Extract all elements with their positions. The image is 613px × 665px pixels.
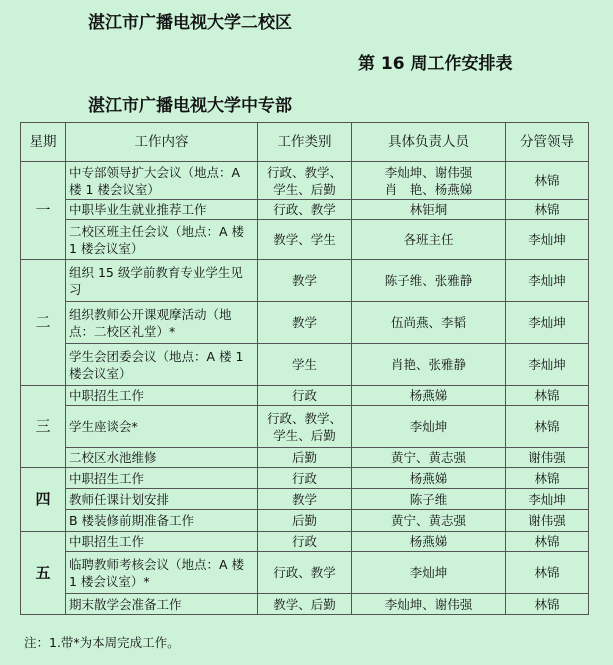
heading-week-schedule: 第 16 周工作安排表 (358, 54, 513, 74)
staff-cell: 陈子维 (352, 489, 506, 510)
leader-cell: 李灿坤 (506, 260, 589, 302)
leader-cell: 谢伟强 (506, 448, 589, 468)
category-cell: 教学、学生 (258, 220, 352, 260)
schedule-table (20, 122, 589, 615)
leader-cell: 林锦 (506, 200, 589, 220)
leader-cell: 林锦 (506, 468, 589, 489)
category-cell: 行政 (258, 386, 352, 406)
leader-cell: 李灿坤 (506, 344, 589, 386)
category-cell: 学生 (258, 344, 352, 386)
staff-cell: 各班主任 (352, 220, 506, 260)
leader-cell: 林锦 (506, 594, 589, 615)
staff-cell: 李灿坤、谢伟强 (352, 594, 506, 615)
task-cell: 中职招生工作 (66, 468, 258, 489)
table-row (21, 344, 589, 386)
category-cell: 教学 (258, 260, 352, 302)
table-row (21, 302, 589, 344)
leader-cell: 李灿坤 (506, 489, 589, 510)
task-cell: 中职毕业生就业推荐工作 (66, 200, 258, 220)
category-cell: 教学 (258, 489, 352, 510)
staff-cell: 陈子维、张雅静 (352, 260, 506, 302)
task-cell: 组织教师公开课观摩活动（地点：二校区礼堂）* (66, 302, 258, 344)
weekday-cell: 三 (21, 386, 66, 468)
heading-campus: 湛江市广播电视大学二校区 (88, 13, 292, 33)
staff-cell: 杨燕娣 (352, 532, 506, 552)
weekday-cell: 五 (21, 532, 66, 615)
task-cell: 组织 15 级学前教育专业学生见习 (66, 260, 258, 302)
staff-cell: 李灿坤 (352, 406, 506, 448)
table-header-row (21, 123, 589, 162)
table-row (21, 532, 589, 552)
task-cell: 期末散学会准备工作 (66, 594, 258, 615)
task-cell: 教师任课计划安排 (66, 489, 258, 510)
category-cell: 行政 (258, 468, 352, 489)
table-row (21, 448, 589, 468)
category-cell: 行政、教学 (258, 552, 352, 594)
leader-cell: 李灿坤 (506, 302, 589, 344)
staff-cell: 伍尚燕、李韬 (352, 302, 506, 344)
leader-cell: 林锦 (506, 386, 589, 406)
task-cell: 中职招生工作 (66, 386, 258, 406)
header-weekday: 星期 (21, 123, 66, 162)
task-cell: 临聘教师考核会议（地点：A 楼 1 楼会议室）* (66, 552, 258, 594)
table-row (21, 552, 589, 594)
leader-cell: 林锦 (506, 532, 589, 552)
task-cell: 中专部领导扩大会议（地点：A 楼 1 楼会议室） (66, 162, 258, 200)
task-cell: 中职招生工作 (66, 532, 258, 552)
header-category: 工作类别 (258, 123, 352, 162)
staff-cell: 杨燕娣 (352, 386, 506, 406)
task-cell: 二校区班主任会议（地点：A 楼 1 楼会议室） (66, 220, 258, 260)
table-row (21, 260, 589, 302)
leader-cell: 李灿坤 (506, 220, 589, 260)
heading-department: 湛江市广播电视大学中专部 (88, 96, 292, 116)
table-row (21, 220, 589, 260)
category-cell: 教学 (258, 302, 352, 344)
category-cell (258, 406, 352, 448)
staff-cell: 黄宁、黄志强 (352, 448, 506, 468)
header-staff: 具体负责人员 (352, 123, 506, 162)
table-row (21, 406, 589, 448)
category-cell: 教学、后勤 (258, 594, 352, 615)
staff-cell: 李灿坤 (352, 552, 506, 594)
task-cell: B 楼装修前期准备工作 (66, 510, 258, 532)
header-leader: 分管领导 (506, 123, 589, 162)
leader-cell: 林锦 (506, 406, 589, 448)
table-row (21, 386, 589, 406)
weekday-cell: 四 (21, 468, 66, 532)
staff-cell: 林钜垌 (352, 200, 506, 220)
task-cell: 学生座谈会* (66, 406, 258, 448)
weekday-cell: 一 (21, 162, 66, 260)
category-text: 行政、教学、 学生、后勤 (266, 164, 342, 197)
table-row (21, 468, 589, 489)
table-row (21, 510, 589, 532)
category-cell: 后勤 (258, 510, 352, 532)
category-cell: 行政、教学 (258, 200, 352, 220)
table-row (21, 200, 589, 220)
leader-cell: 谢伟强 (506, 510, 589, 532)
weekday-cell: 二 (21, 260, 66, 386)
task-cell: 二校区水池维修 (66, 448, 258, 468)
staff-cell: 肖艳、张雅静 (352, 344, 506, 386)
staff-cell (352, 162, 506, 200)
header-task: 工作内容 (66, 123, 258, 162)
staff-cell: 黄宁、黄志强 (352, 510, 506, 532)
category-text: 行政、教学、 学生、后勤 (266, 410, 342, 443)
footnote: 注：1.带*为本周完成工作。 (24, 635, 180, 650)
category-cell: 行政 (258, 532, 352, 552)
staff-cell: 杨燕娣 (352, 468, 506, 489)
table-row (21, 594, 589, 615)
staff-text: 李灿坤、谢伟强 肖 艳、杨燕娣 (384, 164, 473, 197)
category-cell: 后勤 (258, 448, 352, 468)
leader-cell: 林锦 (506, 552, 589, 594)
leader-cell: 林锦 (506, 162, 589, 200)
category-cell (258, 162, 352, 200)
table-row (21, 489, 589, 510)
table-row (21, 162, 589, 200)
task-cell: 学生会团委会议（地点：A 楼 1 楼会议室） (66, 344, 258, 386)
